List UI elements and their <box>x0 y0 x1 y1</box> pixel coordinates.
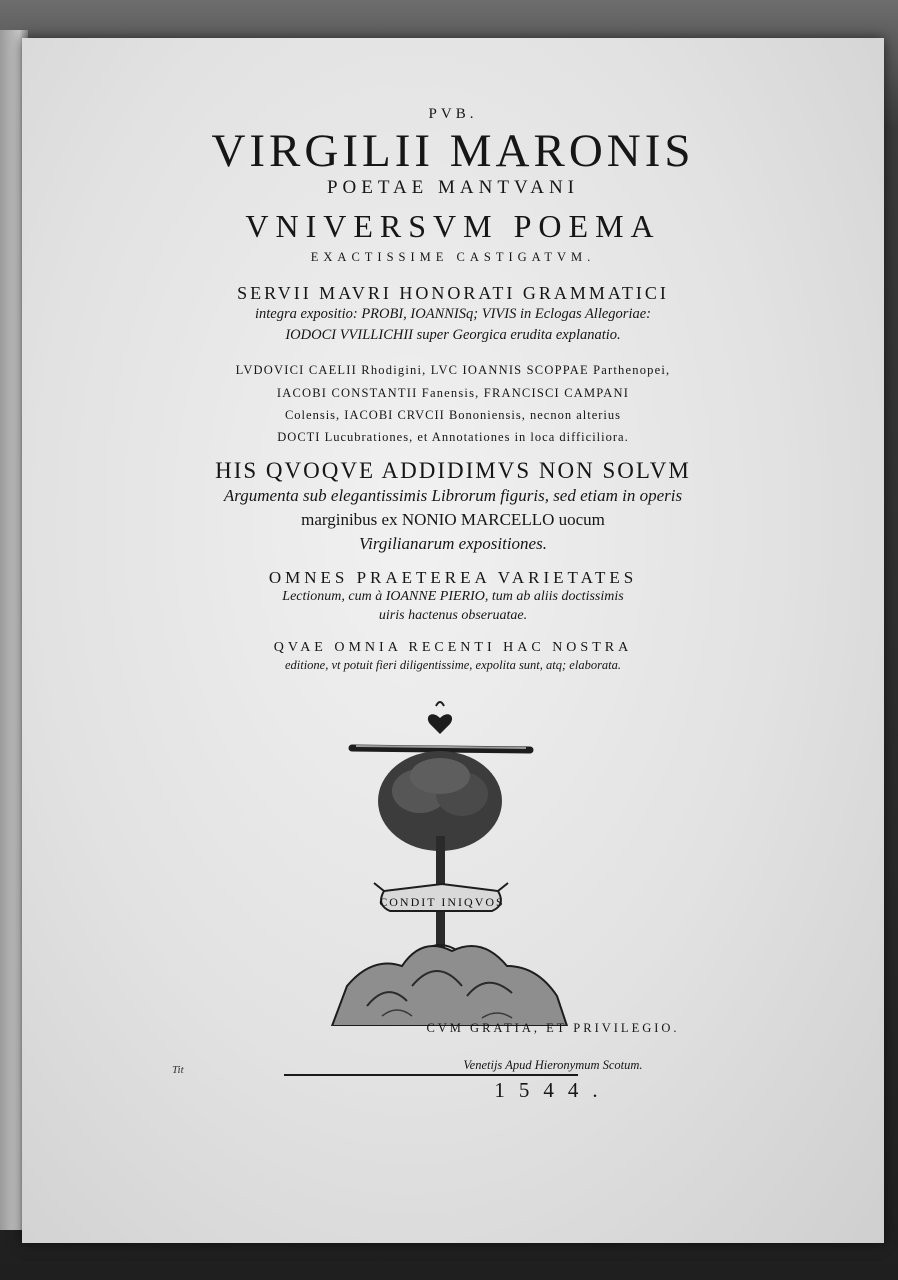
omnes-line: OMNES PRAETEREA VARIETATES <box>268 568 638 587</box>
device-motto: CONDIT INIQVOS <box>379 895 505 909</box>
work-title: VNIVERSVM POEMA <box>245 208 661 244</box>
virgilianarum-line: Virgilianarum expositiones. <box>359 534 547 553</box>
his-quoque-line: HIS QVOQVE ADDIDIMVS NON SOLVM <box>215 458 691 483</box>
commentators-line-1: LVDOVICI CAELII Rhodigini, LVC IOANNIS SCOPPAE Parthenopei, <box>235 363 671 377</box>
author-name: VIRGILII MARONIS <box>211 125 695 177</box>
privilege-line: CVM GRATIA, ET PRIVILEGIO. <box>426 1021 680 1035</box>
signature-mark: Tit <box>172 1064 184 1076</box>
editione-line: editione, vt potuit fieri diligentissime, expolita sunt, atq; elaborata. <box>284 658 622 672</box>
quae-omnia-line: QVAE OMNIA RECENTI HAC NOSTRA <box>273 640 633 655</box>
publication-year: 1544. <box>494 1078 612 1102</box>
iodoci-line: IODOCI VVILLICHII super Georgica erudita explanatio. <box>285 327 621 343</box>
uiris-line: uiris hactenus obseruatae. <box>378 608 528 623</box>
poetae-line: POETAE MANTVANI <box>326 177 580 198</box>
imprint-rule <box>284 1074 578 1076</box>
imprint-line: Venetijs Apud Hieronymum Scotum. <box>463 1058 643 1072</box>
exactissime-line: EXACTISSIME CASTIGATVM. <box>310 250 596 264</box>
marginibus-line: marginibus ex NONIO MARCELLO uocum <box>301 510 605 529</box>
argumenta-line: Argumenta sub elegantissimis Librorum figuris, sed etiam in operis <box>223 486 683 505</box>
integra-line: integra expositio: PROBI, IOANNISq; VIVIS in Eclogas Allegoriae: <box>255 306 651 322</box>
commentators-line-3: Colensis, IACOBI CRVCII Bononiensis, necnon alterius <box>284 408 622 422</box>
title-page <box>22 38 884 1243</box>
commentators-line-4: DOCTI Lucubrationes, et Annotationes in loca difficiliora. <box>277 430 629 444</box>
printers-device-woodcut <box>292 666 592 1026</box>
lectionum-line: Lectionum, cum à IOANNE PIERIO, tum ab aliis doctissimis <box>282 589 624 604</box>
commentators-line-2: IACOBI CONSTANTII Fanensis, FRANCISCI CAMPANI <box>276 386 630 400</box>
pub-abbreviation: PVB. <box>428 106 478 122</box>
servii-line: SERVII MAVRI HONORATI GRAMMATICI <box>237 283 669 303</box>
